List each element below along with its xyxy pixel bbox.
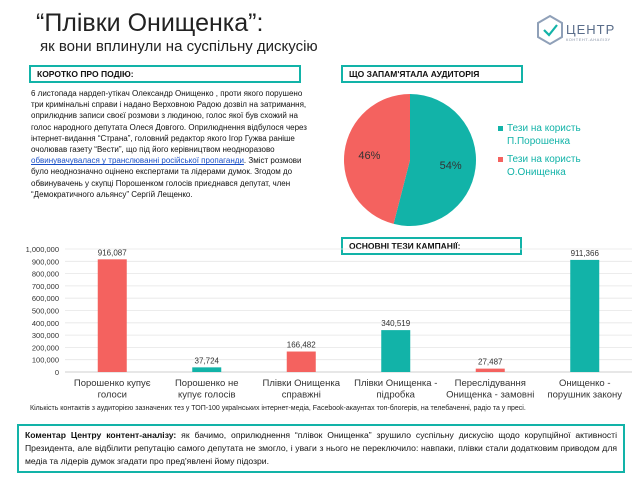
y-tick-label: 600,000 [31, 294, 59, 304]
comment-label: Коментар Центру контент-аналізу: [25, 430, 177, 440]
bar-1 [98, 259, 127, 372]
propaganda-link[interactable]: обвинувачувалася у транслюванні російської пропаганди [31, 156, 244, 166]
comment-text: як бачимо, оприлюднення “плівок Онищенка” зрушило суспільну дискусію щодо корупційної активності Президента, але відбілити репутацію самого депутата не змогло, і уваги з нього не переключило: навпаки, плівки стали додатковим приводом для медіа та лідерів думок згадати про пред'явлені йому підозри. [25, 430, 617, 466]
logo-subtext: КОНТЕНТ-АНАЛІЗУ [566, 37, 611, 42]
theses-bar-chart [0, 240, 640, 408]
event-text-part-2: . Зміст розмови було неоднозначно оцінено експертами та лідерами думок. Згодом до обвинувачень у скупці Порошенком голосів приєднався депутат, член “Демократичного альянсу” Сергій Лещенко. [31, 156, 302, 199]
legend-marker-2 [498, 157, 503, 162]
category-label: Плівки Онищенка справжні [262, 378, 340, 401]
audience-section-heading: ЩО ЗАПАМ'ЯТАЛА АУДИТОРІЯ [341, 65, 523, 83]
pie-slice-label-2: 46% [358, 149, 381, 162]
pie-slice-label-1: 54% [439, 160, 462, 173]
legend-marker-1 [498, 126, 503, 131]
bar-value-label: 27,487 [478, 357, 503, 367]
bar-value-label: 166,482 [286, 340, 316, 350]
bar-2 [192, 367, 221, 372]
bar-3 [287, 352, 316, 372]
theses-section-heading: ОСНОВНІ ТЕЗИ КАМПАНІЇ: [341, 237, 522, 255]
bar-value-label: 911,366 [570, 248, 599, 258]
page-title: “Плівки Онищенка”: [36, 9, 264, 37]
y-tick-label: 500,000 [31, 306, 59, 316]
event-section-heading: КОРОТКО ПРО ПОДІЮ: [29, 65, 301, 83]
y-tick-label: 700,000 [31, 281, 59, 291]
logo-hexagon-icon [538, 16, 562, 44]
legend-label-2: Тези на користь О.Онищенка [507, 154, 581, 178]
bar-value-label: 37,724 [194, 356, 219, 366]
page-subtitle: як вони вплинули на суспільну дискусію [40, 38, 318, 55]
category-label: Порошенко купує голоси [73, 378, 151, 401]
event-description [31, 88, 307, 200]
y-tick-label: 300,000 [31, 331, 59, 341]
legend-label-1: Тези на користь П.Порошенка [507, 123, 581, 147]
event-text-part-1: 6 листопада нардеп-утікач Олександр Онищенко , проти якого порушено три кримінальні справи і надано Верховною Радою дозвіл на затримання, оприлюднив записи своєї розмови з людиною, голос якої був схожий на голос народного депутата Олеся Довгого. Оприлюднення відбулося через інтернет-видання “Страна”, головний редактор якого Ігор Гужва раніше очолював газету “Вести”, що під його керівництвом неодноразово [31, 89, 307, 155]
y-tick-label: 100,000 [31, 355, 59, 365]
bar-6 [570, 260, 599, 372]
bar-value-label: 340,519 [381, 319, 411, 329]
category-label: Онищенко -порушник закону [547, 378, 623, 401]
y-tick-label: 200,000 [31, 343, 59, 353]
category-label: Переслідування Онищенка - замовні [446, 378, 535, 401]
bar-5 [476, 369, 505, 372]
audience-pie-chart [336, 84, 636, 234]
logo-text: ЦЕНТР [566, 22, 616, 37]
y-tick-label: 400,000 [31, 318, 59, 328]
chart-footnote: Кількість контактів з аудиторією зазначених тез у ТОП-100 українських інтернет-медіа, Facebook-акаунтах топ-блогерів, на телебаченні, радіо та у пресі. [30, 405, 526, 412]
y-tick-label: 1,000,000 [25, 245, 59, 254]
y-tick-label: 0 [54, 368, 59, 377]
bar-4 [381, 330, 410, 372]
category-label: Порошенко не купує голосів [174, 378, 239, 401]
y-tick-label: 800,000 [31, 269, 59, 279]
bar-value-label: 916,087 [97, 248, 127, 258]
y-tick-label: 900,000 [31, 257, 59, 267]
category-label: Плівки Онищенка -підробка [354, 378, 438, 401]
analysis-comment [17, 424, 625, 473]
